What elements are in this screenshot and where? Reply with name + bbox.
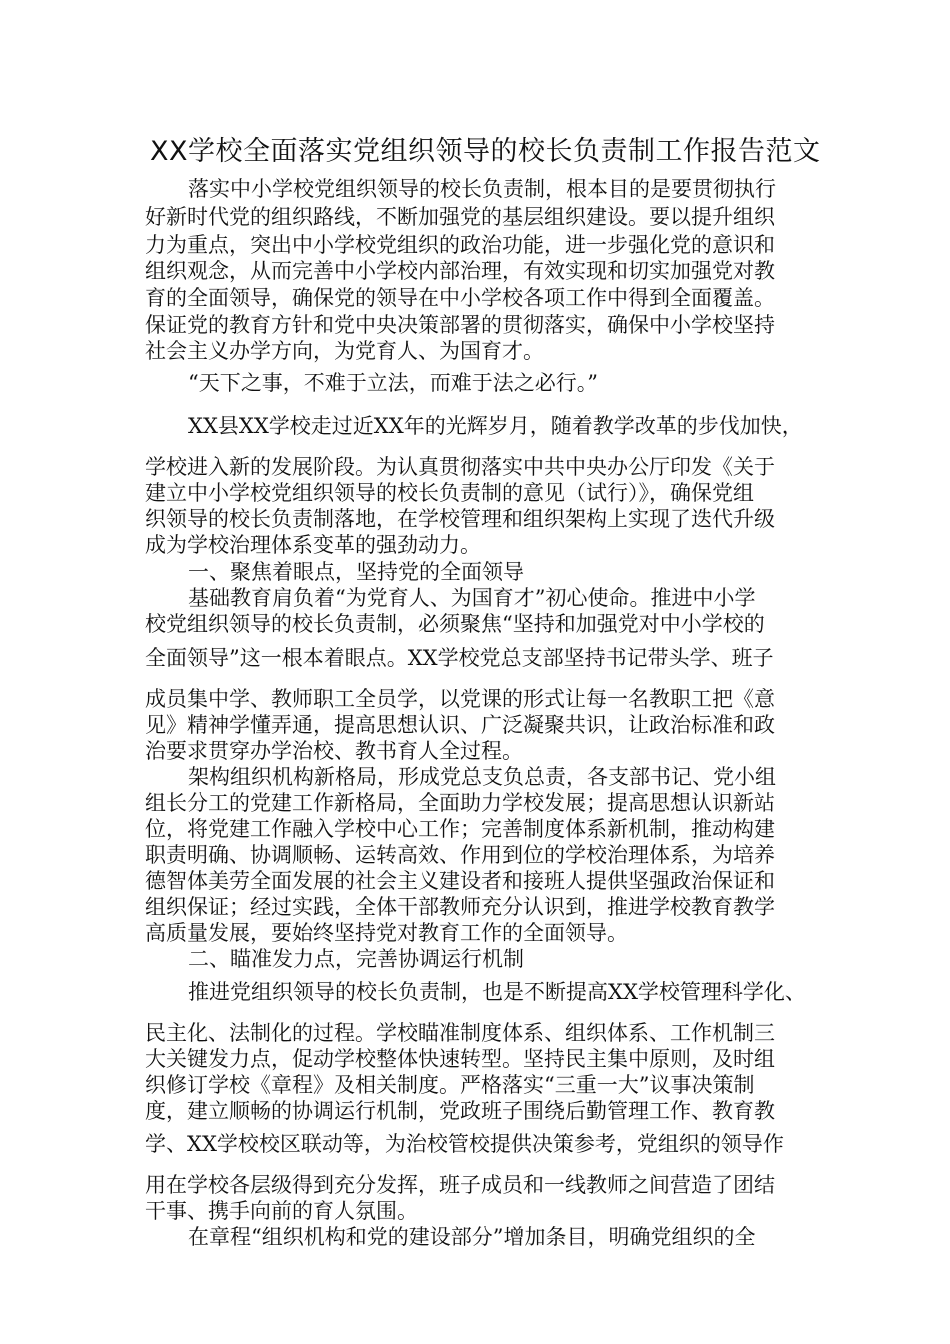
paragraph-line: 推进党组织领导的校长负责制，也是不断提高XX学校管理科学化、 <box>188 980 806 1004</box>
quote-line: “天下之事，不难于立法，而难于法之必行。” <box>188 371 598 395</box>
paragraph-line: 落实中小学校党组织领导的校长负责制，根本目的是要贯彻执行 <box>188 177 776 201</box>
paragraph-line: 组织保证；经过实践，全体干部教师充分认识到，推进学校教育教学 <box>145 895 775 919</box>
paragraph-line: 成为学校治理体系变革的强劲动力。 <box>145 533 481 557</box>
paragraph-line: 民主化、法制化的过程。学校瞄准制度体系、组织体系、工作机制三 <box>145 1021 775 1045</box>
paragraph-line: 用在学校各层级得到充分发挥，班子成员和一线教师之间营造了团结 <box>145 1173 775 1197</box>
paragraph-line: 社会主义办学方向，为党育人、为国育才。 <box>145 339 544 363</box>
paragraph-line: 育的全面领导，确保党的领导在中小学校各项工作中得到全面覆盖。 <box>145 286 775 310</box>
section-heading: 一、聚焦着眼点，坚持党的全面领导 <box>188 560 524 584</box>
paragraph-line: 好新时代党的组织路线，不断加强党的基层组织建设。要以提升组织 <box>145 205 775 229</box>
paragraph-line: 在章程“组织机构和党的建设部分”增加条目，明确党组织的全 <box>188 1225 756 1249</box>
paragraph-line: 组织观念，从而完善中小学校内部治理，有效实现和切实加强党对教 <box>145 259 775 283</box>
paragraph-line: 大关键发力点，促动学校整体快速转型。坚持民主集中原则，及时组 <box>145 1047 775 1071</box>
paragraph-line: 成员集中学、教师职工全员学，以党课的形式让每一名教职工把《意 <box>145 687 775 711</box>
paragraph-line: 见》精神学懂弄通，提高思想认识、广泛凝聚共识，让政治标准和政 <box>145 713 775 737</box>
paragraph-line: 高质量发展，要始终坚持党对教育工作的全面领导。 <box>145 921 628 945</box>
paragraph-line: 校党组织领导的校长负责制，必须聚焦“坚持和加强党对中小学校的 <box>145 612 765 636</box>
paragraph-line: 位，将党建工作融入学校中心工作；完善制度体系新机制，推动构建 <box>145 817 775 841</box>
paragraph-line: 架构组织机构新格局，形成党总支负总责，各支部书记、党小组 <box>188 765 776 789</box>
paragraph-line: XX县XX学校走过近XX年的光辉岁月，随着教学改革的步伐加快， <box>188 414 803 438</box>
paragraph-line: 建立中小学校党组织领导的校长负责制的意见（试行）》，确保党组 <box>145 481 754 505</box>
paragraph-line: 织领导的校长负责制落地，在学校管理和组织架构上实现了迭代升级 <box>145 507 775 531</box>
paragraph-line: 度，建立顺畅的协调运行机制，党政班子围绕后勤管理工作、教育教 <box>145 1099 775 1123</box>
section-heading: 二、瞄准发力点，完善协调运行机制 <box>188 947 524 971</box>
paragraph-line: 学、XX学校校区联动等，为治校管校提供决策参考，党组织的领导作 <box>145 1132 784 1156</box>
paragraph-line: 学校进入新的发展阶段。为认真贯彻落实中共中央办公厅印发《关于 <box>145 455 775 479</box>
paragraph-line: 干事、携手向前的育人氛围。 <box>145 1199 418 1223</box>
document-title: XX学校全面落实党组织领导的校长负责制工作报告范文 <box>150 136 821 167</box>
paragraph-line: 全面领导”这一根本着眼点。XX学校党总支部坚持书记带头学、班子 <box>145 646 774 670</box>
paragraph-line: 基础教育肩负着“为党育人、为国育才”初心使命。推进中小学 <box>188 586 756 610</box>
paragraph-line: 力为重点，突出中小学校党组织的政治功能，进一步强化党的意识和 <box>145 233 775 257</box>
paragraph-line: 德智体美劳全面发展的社会主义建设者和接班人提供坚强政治保证和 <box>145 869 775 893</box>
paragraph-line: 职责明确、协调顺畅、运转高效、作用到位的学校治理体系，为培养 <box>145 843 775 867</box>
paragraph-line: 治要求贯穿办学治校、教书育人全过程。 <box>145 739 523 763</box>
paragraph-line: 织修订学校《章程》及相关制度。严格落实“三重一大”议事决策制 <box>145 1073 755 1097</box>
paragraph-line: 保证党的教育方针和党中央决策部署的贯彻落实，确保中小学校坚持 <box>145 313 775 337</box>
paragraph-line: 组长分工的党建工作新格局，全面助力学校发展；提高思想认识新站 <box>145 791 775 815</box>
